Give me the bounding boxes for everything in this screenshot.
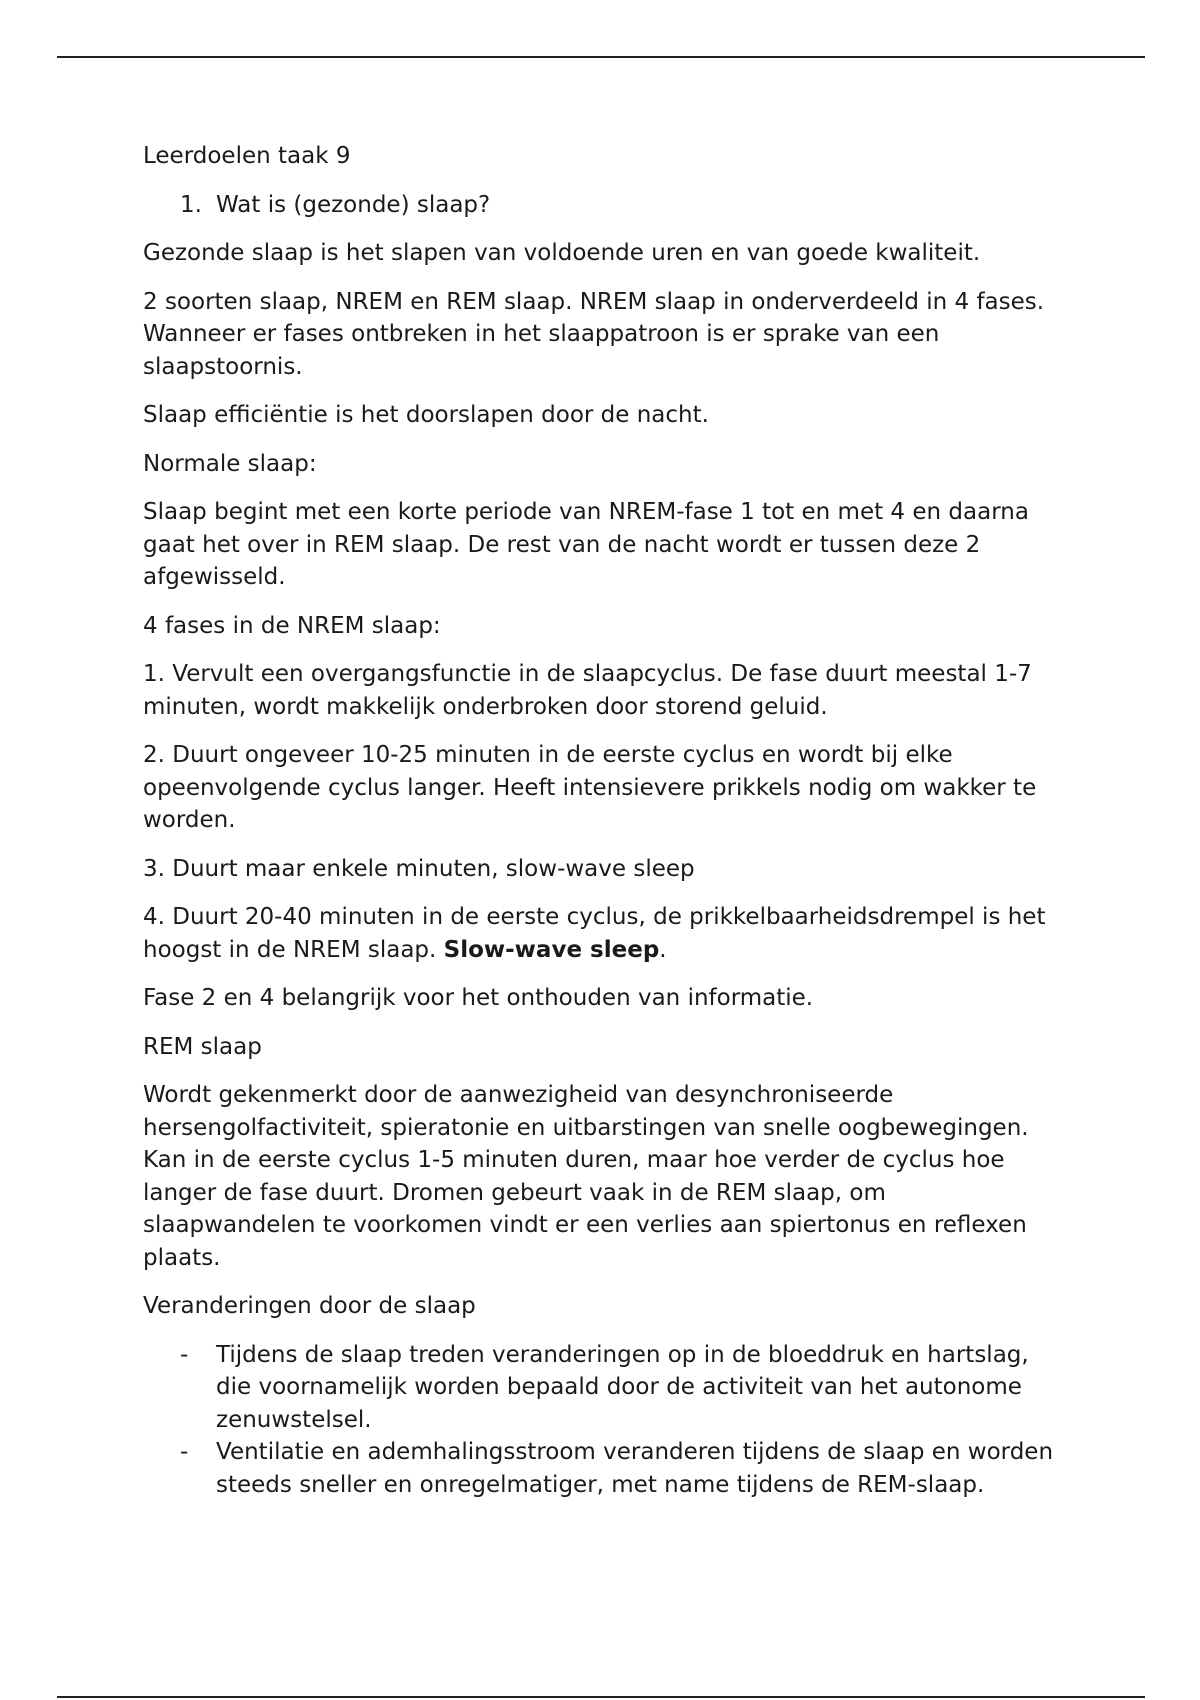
question-text: Wat is (gezonde) slaap? <box>216 191 491 218</box>
phase-4-end: . <box>659 936 667 963</box>
list-item-text: Tijdens de slaap treden veranderingen op in de bloeddruk en hartslag, die voornamelijk worden bepaald door de activiteit van het autonome zenuwstelsel. <box>216 1341 1029 1433</box>
dash-marker: - <box>180 1439 189 1465</box>
heading-normal-sleep: Normale slaap: <box>143 450 317 477</box>
footer-rule <box>57 1696 1145 1698</box>
paragraph-memory: Fase 2 en 4 belangrijk voor het onthouden van informatie. <box>143 985 814 1011</box>
heading-rem-sleep: REM slaap <box>143 1033 262 1060</box>
paragraph-phase-4 <box>143 901 1063 966</box>
heading-changes: Veranderingen door de slaap <box>143 1293 476 1319</box>
list-item-text: Ventilatie en ademhalingsstroom veranderen tijdens de slaap en worden steeds sneller en onregelmatiger, met name tijdens de REM-slaap. <box>216 1439 1054 1498</box>
changes-list <box>143 1339 1063 1502</box>
heading-nrem-phases: 4 fases in de NREM slaap: <box>143 612 441 639</box>
paragraph-sleep-start: Slaap begint met een korte periode van NREM-fase 1 tot en met 4 en daarna gaat het over in REM slaap. De rest van de nacht wordt er tussen deze 2 afgewisseld. <box>143 499 1029 590</box>
question-list <box>143 189 1063 222</box>
phase-4-text: 4. Duurt 20-40 minuten in de eerste cyclus, de prikkelbaarheidsdrempel is het hoogst in de NREM slaap. <box>143 904 1046 963</box>
paragraph-sleep-types: 2 soorten slaap, NREM en REM slaap. NREM slaap in onderverdeeld in 4 fases. Wanneer er fases ontbreken in het slaappatroon is er sprake van een slaapstoornis. <box>143 288 1045 380</box>
document-title: Leerdoelen taak 9 <box>143 143 351 169</box>
question-item <box>143 189 1063 222</box>
paragraph-rem-description: Wordt gekenmerkt door de aanwezigheid van desynchroniseerde hersengolfactiviteit, spieratonie en uitbarstingen van snelle oogbewegingen. Kan in de eerste cyclus 1-5 minuten duren, maar hoe verder de cyclus hoe langer de fase duurt. Dromen gebeurt vaak in de REM slaap, om slaapwandelen te voorkomen vindt er een verlies aan spiertonus en reflexen plaats. <box>143 1082 1029 1271</box>
paragraph-phase-3: 3. Duurt maar enkele minuten, slow-wave sleep <box>143 855 695 882</box>
paragraph-definition: Gezonde slaap is het slapen van voldoende uren en van goede kwaliteit. <box>143 240 981 266</box>
header-rule <box>57 56 1145 58</box>
phase-4-bold: Slow-wave sleep <box>443 936 660 963</box>
paragraph-phase-2: 2. Duurt ongeveer 10-25 minuten in de eerste cyclus en wordt bij elke opeenvolgende cyclus langer. Heeft intensievere prikkels nodig om wakker te worden. <box>143 742 1037 833</box>
list-number: 1. <box>180 191 202 218</box>
paragraph-efficiency: Slaap efficiëntie is het doorslapen door de nacht. <box>143 402 709 428</box>
document-body <box>143 140 1063 1501</box>
list-item <box>143 1436 1063 1501</box>
list-item <box>143 1339 1063 1437</box>
dash-marker: - <box>180 1341 189 1368</box>
paragraph-phase-1: 1. Vervult een overgangsfunctie in de slaapcyclus. De fase duurt meestal 1-7 minuten, wordt makkelijk onderbroken door storend geluid. <box>143 661 1032 720</box>
